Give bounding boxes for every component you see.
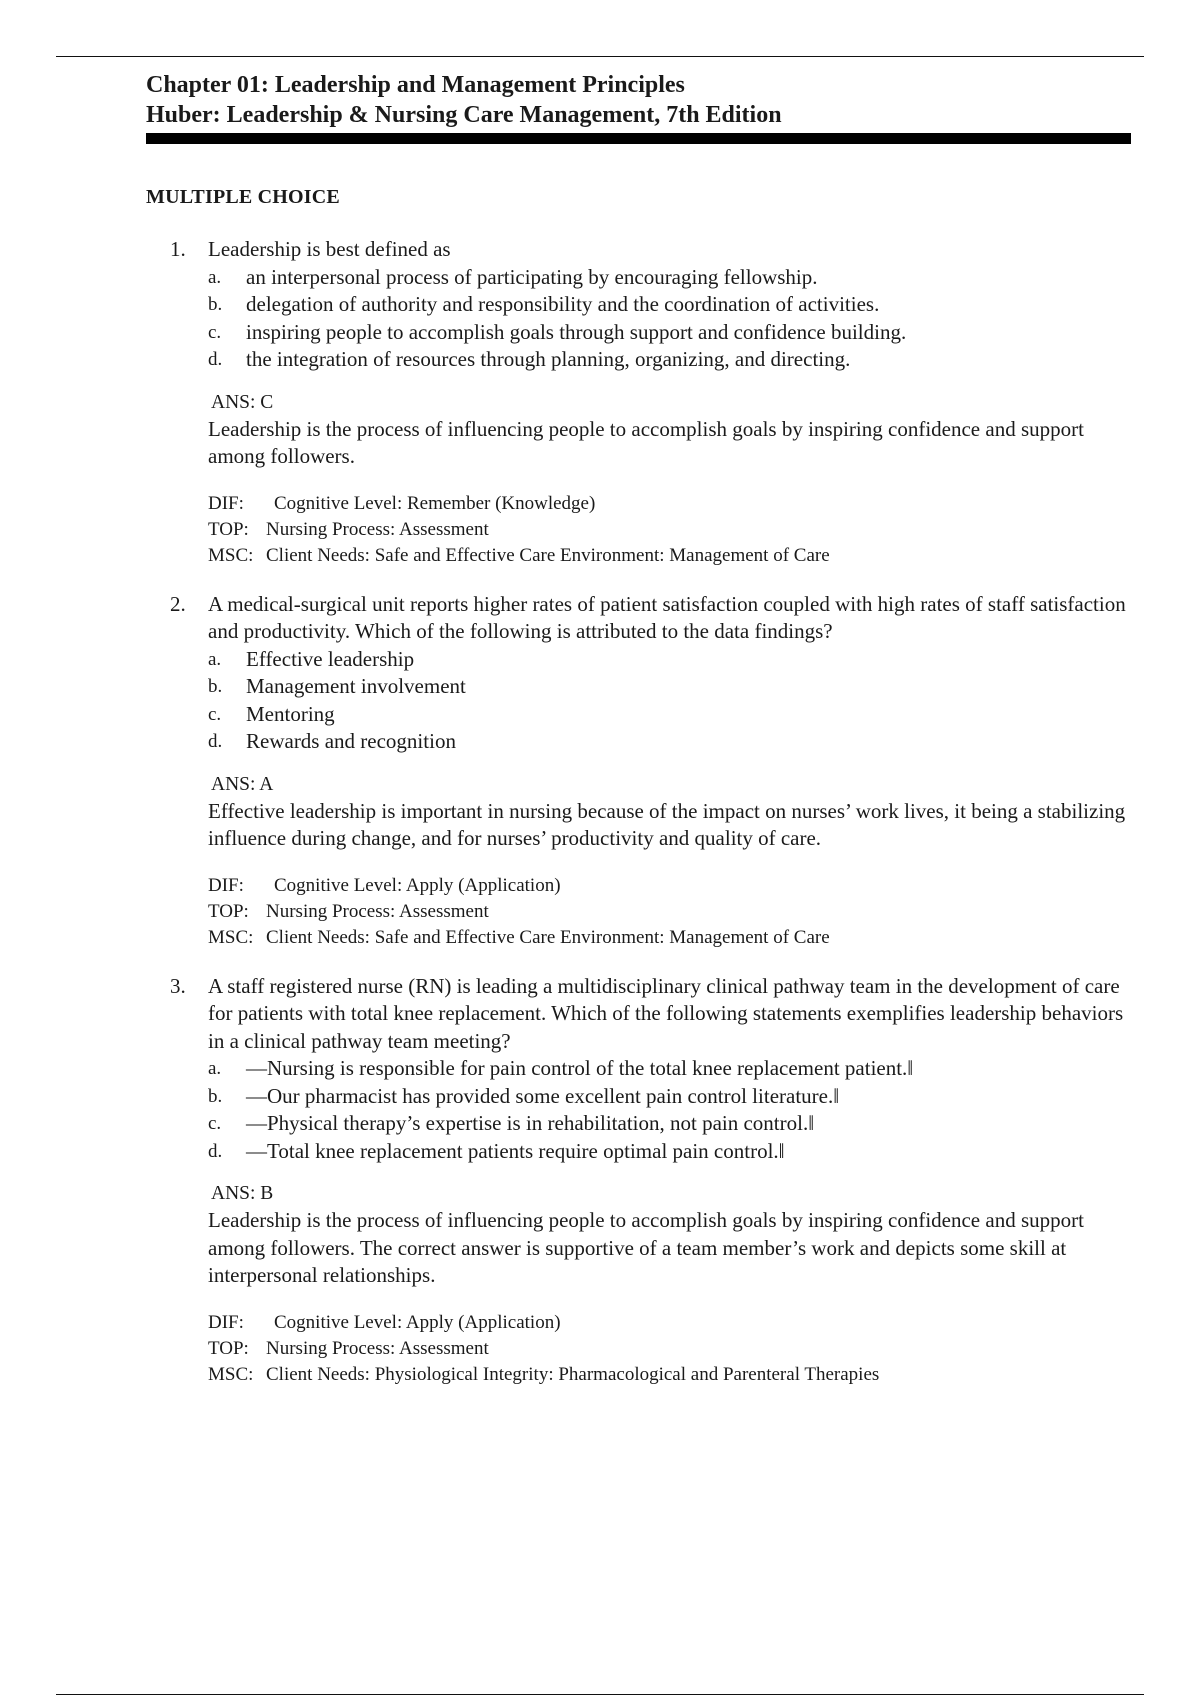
client-needs-value: Client Needs: Safe and Effective Care Environment: Management of Care [266, 926, 830, 948]
option-letter: b. [208, 294, 223, 315]
difficulty-label: DIF: [208, 874, 244, 896]
answer-option [208, 646, 1130, 674]
option-letter: c. [208, 1113, 222, 1134]
option-text: delegation of authority and responsibility and the coordination of activities. [246, 292, 880, 316]
question-metadata [208, 491, 1130, 569]
option-text: an interpersonal process of participating by encouraging fellowship. [246, 264, 818, 289]
option-text: the integration of resources through planning, organizing, and directing. [246, 347, 851, 371]
answer-option [208, 728, 1130, 756]
topic-label: TOP: [208, 900, 249, 922]
answer-option [208, 264, 1130, 292]
answer-key: ANS: B [211, 1183, 274, 1204]
option-letter: d. [208, 1140, 223, 1162]
difficulty-label: DIF: [208, 1311, 244, 1333]
option-text: Rewards and recognition [246, 729, 456, 753]
top-rule [56, 56, 1144, 57]
answer-key: ANS: A [211, 773, 274, 795]
option-letter: b. [208, 1085, 223, 1107]
answer-options [208, 1055, 1130, 1165]
option-text: inspiring people to accomplish goals through support and confidence building. [246, 319, 907, 344]
difficulty-row [208, 491, 1130, 517]
client-needs-value: Client Needs: Physiological Integrity: Pharmacological and Parenteral Therapies [266, 1363, 880, 1385]
client-needs-row [208, 543, 1130, 569]
question-item [170, 236, 1130, 569]
option-text: Mentoring [246, 701, 335, 726]
topic-value: Nursing Process: Assessment [266, 1337, 489, 1359]
client-needs-value: Client Needs: Safe and Effective Care Environment: Management of Care [266, 544, 830, 566]
option-text: ―Total knee replacement patients require optimal pain control.‖ [246, 1138, 785, 1163]
topic-row [208, 1336, 1130, 1362]
document-header [146, 70, 1136, 144]
answer-option [208, 346, 1130, 374]
question-number: 3. [170, 973, 186, 998]
question-stem [170, 973, 1130, 1056]
question-metadata [208, 1310, 1130, 1388]
answer-block [208, 1181, 1130, 1388]
answer-rationale: Leadership is the process of influencing people to accomplish goals by inspiring confidence and support among followers. The correct answer is supportive of a team member’s work and depicts some skill at interpersonal relationships. [208, 1208, 1084, 1287]
answer-option [208, 1110, 1130, 1138]
answer-block [208, 772, 1130, 951]
chapter-title: Chapter 01: Leadership and Management Principles [146, 72, 685, 98]
option-text: ―Our pharmacist has provided some excellent pain control literature.‖ [246, 1083, 840, 1108]
section-heading: MULTIPLE CHOICE [146, 186, 340, 208]
answer-option [208, 701, 1130, 729]
answer-key: ANS: C [211, 391, 274, 413]
answer-block [208, 390, 1130, 569]
difficulty-value: Cognitive Level: Apply (Application) [274, 874, 561, 896]
difficulty-row [208, 1310, 1130, 1336]
option-letter: d. [208, 349, 223, 370]
difficulty-value: Cognitive Level: Apply (Application) [274, 1311, 561, 1333]
question-list [170, 236, 1130, 1410]
option-letter: b. [208, 676, 223, 697]
answer-option [208, 1138, 1130, 1166]
question-number: 1. [170, 237, 186, 261]
option-text: Management involvement [246, 674, 466, 698]
book-title: Huber: Leadership & Nursing Care Management, 7th Edition [146, 102, 782, 128]
client-needs-label: MSC: [208, 544, 254, 566]
question-stem [170, 236, 1130, 264]
question-stem [170, 591, 1130, 646]
question-item [170, 973, 1130, 1388]
topic-label: TOP: [208, 1337, 249, 1359]
answer-options [208, 646, 1130, 756]
option-letter: a. [208, 648, 222, 670]
answer-option [208, 673, 1130, 701]
option-text: Effective leadership [246, 646, 415, 671]
difficulty-row [208, 873, 1130, 899]
option-letter: c. [208, 321, 222, 343]
option-letter: c. [208, 703, 222, 725]
bottom-rule [56, 1694, 1144, 1695]
client-needs-label: MSC: [208, 926, 254, 948]
client-needs-row [208, 1362, 1130, 1388]
topic-value: Nursing Process: Assessment [266, 900, 489, 922]
answer-option [208, 291, 1130, 319]
answer-option [208, 1055, 1130, 1083]
topic-value: Nursing Process: Assessment [266, 518, 489, 540]
question-text: Leadership is best defined as [208, 237, 451, 261]
option-text: ―Nursing is responsible for pain control of the total knee replacement patient.‖ [246, 1056, 914, 1080]
difficulty-label: DIF: [208, 492, 244, 514]
question-item [170, 591, 1130, 951]
client-needs-row [208, 925, 1130, 951]
question-number: 2. [170, 591, 186, 616]
header-divider [146, 133, 1131, 144]
question-text: A medical-surgical unit reports higher rates of patient satisfaction coupled with high rates of staff satisfaction and productivity. Which of the following is attributed to the data findings? [208, 591, 1126, 643]
topic-row [208, 517, 1130, 543]
answer-options [208, 264, 1130, 374]
topic-label: TOP: [208, 518, 249, 540]
question-metadata [208, 873, 1130, 951]
option-letter: a. [208, 1058, 222, 1079]
client-needs-label: MSC: [208, 1363, 254, 1385]
topic-row [208, 899, 1130, 925]
answer-rationale: Effective leadership is important in nursing because of the impact on nurses’ work lives, it being a stabilizing influence during change, and for nurses’ productivity and quality of care. [208, 798, 1126, 850]
option-text: ―Physical therapy’s expertise is in rehabilitation, not pain control.‖ [246, 1111, 815, 1135]
option-letter: a. [208, 266, 222, 288]
answer-option [208, 1083, 1130, 1111]
answer-rationale: Leadership is the process of influencing people to accomplish goals by inspiring confidence and support among followers. [208, 416, 1084, 468]
question-text: A staff registered nurse (RN) is leading a multidisciplinary clinical pathway team in the development of care for patients with total knee replacement. Which of the following statements exemplifies leadership behaviors in a clinical pathway team meeting? [208, 973, 1124, 1053]
difficulty-value: Cognitive Level: Remember (Knowledge) [274, 492, 596, 514]
option-letter: d. [208, 731, 223, 752]
answer-option [208, 319, 1130, 347]
